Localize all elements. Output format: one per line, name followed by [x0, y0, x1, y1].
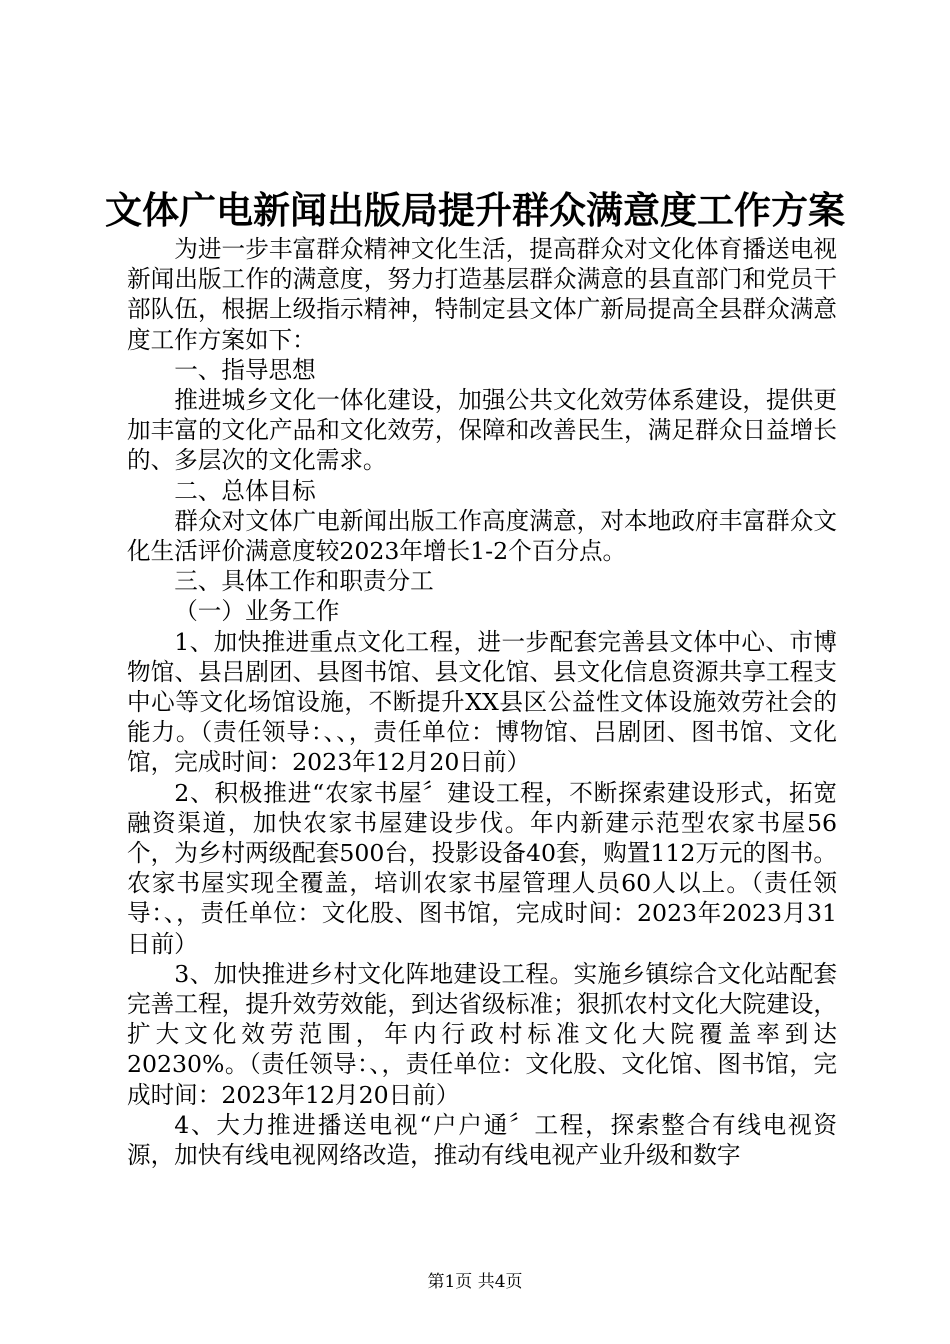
- document-title: 文体广电新闻出版局提升群众满意度工作方案: [105, 188, 845, 232]
- work-item-4: 4、大力推进播送电视“户户通〞工程，探索整合有线电视资源，加快有线电视网络改造，推动有线电视产业升级和数字: [127, 1110, 837, 1170]
- section-heading-overall-goal: 二、总体目标: [174, 476, 316, 505]
- work-item-1: 1、加快推进重点文化工程，进一步配套完善县文体中心、市博物馆、县吕剧团、县图书馆、县文化馆、县文化信息资源共享工程支中心等文化场馆设施，不断提升XX县区公益性文体设施效劳社会的能力。（责任领导：、、，责任单位：博物馆、吕剧团、图书馆、文化馆，完成时间：2023年12月20日前）: [127, 627, 837, 777]
- section-heading-specific-work: 三、具体工作和职责分工: [174, 567, 434, 596]
- subsection-heading-business-work: （一）业务工作: [174, 597, 340, 626]
- page-footer: 第1页 共4页: [427, 1272, 523, 1292]
- guiding-ideology-paragraph: 推进城乡文化一体化建设，加强公共文化效劳体系建设，提供更加丰富的文化产品和文化效劳，保障和改善民生，满足群众日益增长的、多层次的文化需求。: [127, 386, 837, 475]
- overall-goal-paragraph: 群众对文体广电新闻出版工作高度满意，对本地政府丰富群众文化生活评价满意度较2023年增长1-2个百分点。: [127, 506, 837, 566]
- work-item-3: 3、加快推进乡村文化阵地建设工程。实施乡镇综合文化站配套完善工程，提升效劳效能，到达省级标准；狠抓农村文化大院建设，扩大文化效劳范围，年内行政村标准文化大院覆盖率到达20230%。（责任领导：、，责任单位：文化股、文化馆、图书馆，完成时间：2023年12月20日前）: [127, 959, 837, 1109]
- document-body: [127, 234, 837, 1170]
- work-item-2: 2、积极推进“农家书屋〞建设工程，不断探索建设形式，拓宽融资渠道，加快农家书屋建设步伐。年内新建示范型农家书屋56个，为乡村两级配套500台，投影设备40套，购置112万元的图书。农家书屋实现全覆盖，培训农家书屋管理人员60人以上。（责任领导：、，责任单位：文化股、图书馆，完成时间：2023年2023月31日前）: [127, 778, 837, 958]
- intro-paragraph: 为进一步丰富群众精神文化生活，提高群众对文化体育播送电视新闻出版工作的满意度，努力打造基层群众满意的县直部门和党员干部队伍，根据上级指示精神，特制定县文体广新局提高全县群众满意度工作方案如下：: [127, 235, 837, 354]
- section-heading-guiding-ideology: 一、指导思想: [174, 355, 316, 384]
